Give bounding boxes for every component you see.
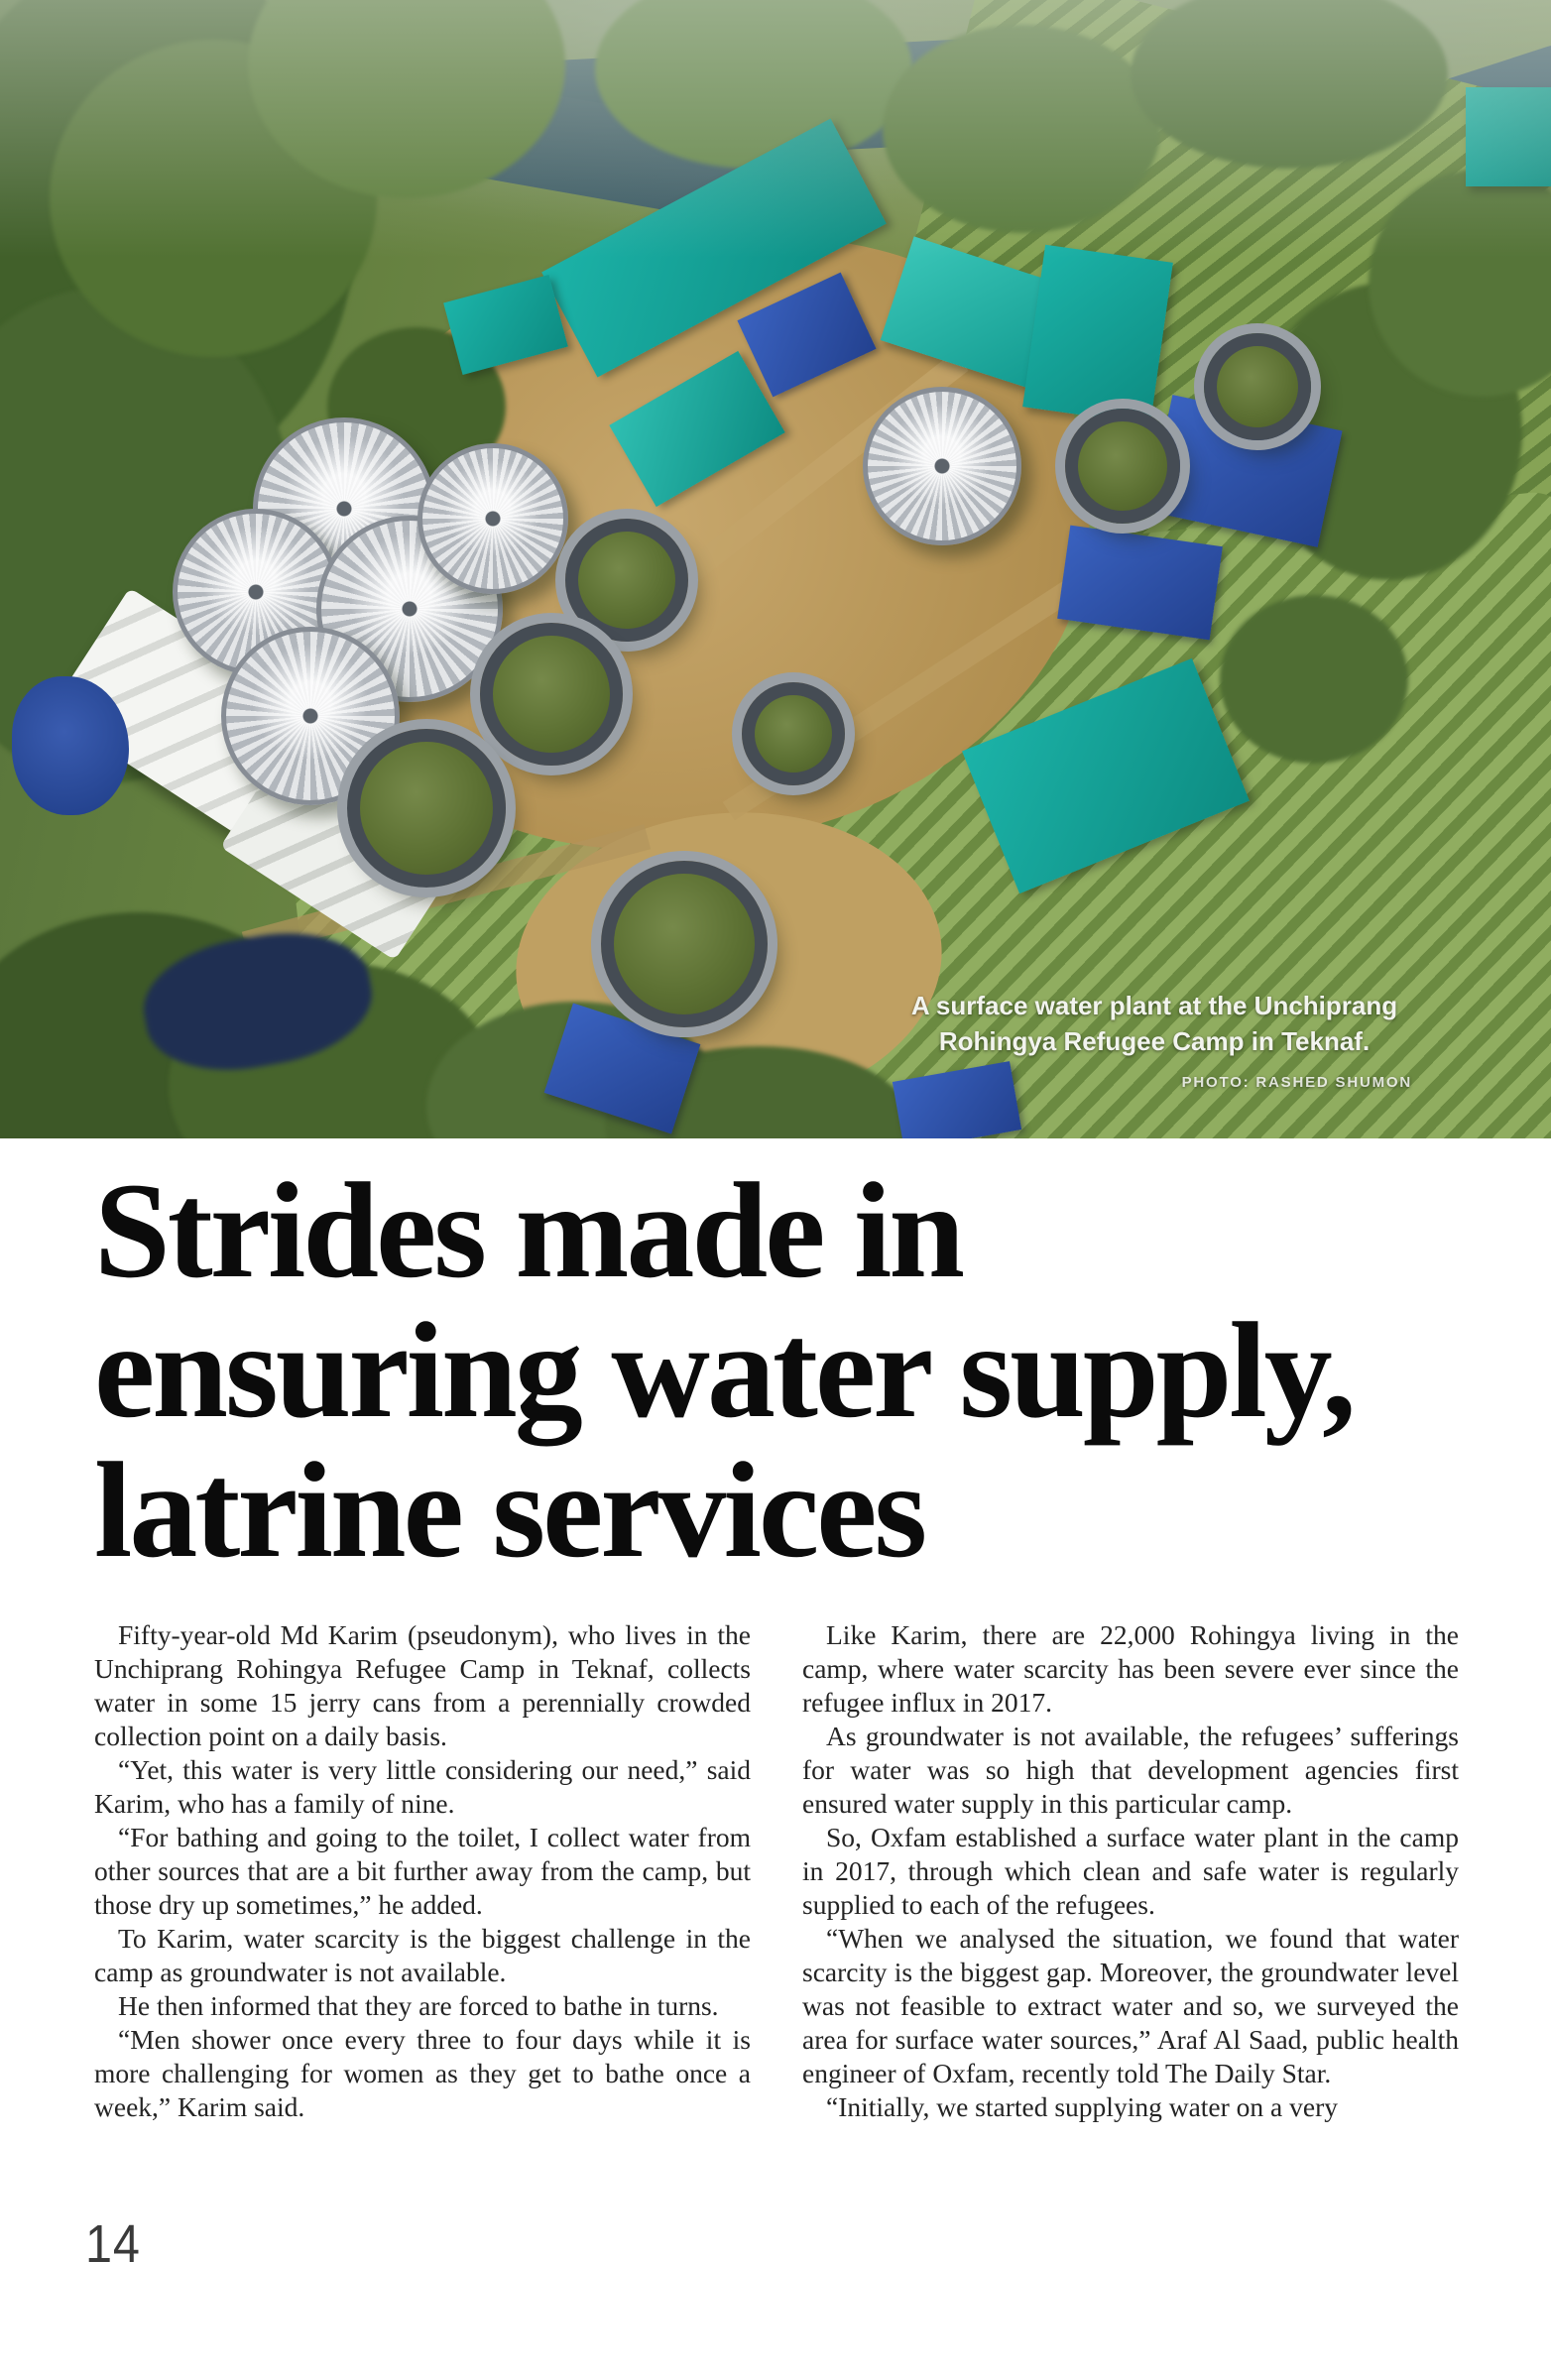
tree-canopy [1220, 595, 1408, 764]
paragraph: Like Karim, there are 22,000 Rohingya living in the camp, where water scarcity has been severe ever since the refugee influx in 2017. [802, 1619, 1459, 1718]
paragraph: “Men shower once every three to four days while it is more challenging for women as they get to bathe once a week,” Karim said. [94, 2024, 751, 2122]
left-column [94, 1618, 751, 2124]
open-water-tank [1065, 409, 1180, 524]
photo-caption-line: A surface water plant at the Unchiprang [910, 991, 1398, 1020]
open-water-tank [1204, 333, 1311, 440]
paragraph: “For bathing and going to the toilet, I collect water from other sources that are a bit further away from the camp, but those dry up sometimes,” he added. [94, 1822, 751, 1920]
covered-water-tank [418, 443, 568, 594]
headline-line: Strides made in [94, 1154, 963, 1306]
photo-caption-line: Rohingya Refugee Camp in Teknaf. [938, 1026, 1371, 1056]
teal-roof [1022, 245, 1173, 424]
paragraph: “When we analysed the situation, we found that water scarcity is the biggest gap. Moreover, the groundwater level was not feasible to extract water and so, we surveyed the area for surface water sources,” Araf Al Saad, public health engineer of Oxfam, recently told The Daily Star. [802, 1923, 1459, 2088]
open-water-tank [347, 729, 506, 888]
photo-caption [896, 988, 1412, 1101]
open-water-tank [565, 519, 688, 642]
open-water-tank [601, 861, 768, 1027]
page-number: 14 [85, 2214, 141, 2274]
photo-credit: PHOTO: RASHED SHUMON [1181, 1074, 1412, 1091]
paragraph: So, Oxfam established a surface water plant in the camp in 2017, through which clean and safe water is regularly supplied to each of the refugees. [802, 1822, 1459, 1920]
paragraph: “Yet, this water is very little considering our need,” said Karim, who has a family of nine. [94, 1754, 751, 1819]
right-column [802, 1618, 1459, 2124]
headline-line: ensuring water supply, [94, 1294, 1354, 1446]
covered-water-tank [863, 387, 1021, 545]
paragraph: To Karim, water scarcity is the biggest challenge in the camp as groundwater is not available. [94, 1923, 751, 1987]
article-body [94, 1618, 1459, 2124]
paragraph: “Initially, we started supplying water on a very [826, 2091, 1338, 2122]
paragraph: He then informed that they are forced to bathe in turns. [118, 1990, 719, 2021]
open-water-tank [480, 623, 623, 766]
pond [12, 676, 129, 815]
aerial-photo [0, 0, 1551, 1138]
haze-overlay [0, 0, 1551, 258]
open-water-tank [742, 682, 845, 785]
paragraph: As groundwater is not available, the refugees’ sufferings for water was so high that development agencies first ensured water supply in this particular camp. [802, 1721, 1459, 1819]
headline-line: latrine services [94, 1434, 925, 1586]
paragraph: Fifty-year-old Md Karim (pseudonym), who lives in the Unchiprang Rohingya Refugee Camp in Teknaf, collects water in some 15 jerry cans from a perennially crowded collection point on a daily basis. [94, 1619, 751, 1751]
headline [94, 1154, 1483, 1586]
